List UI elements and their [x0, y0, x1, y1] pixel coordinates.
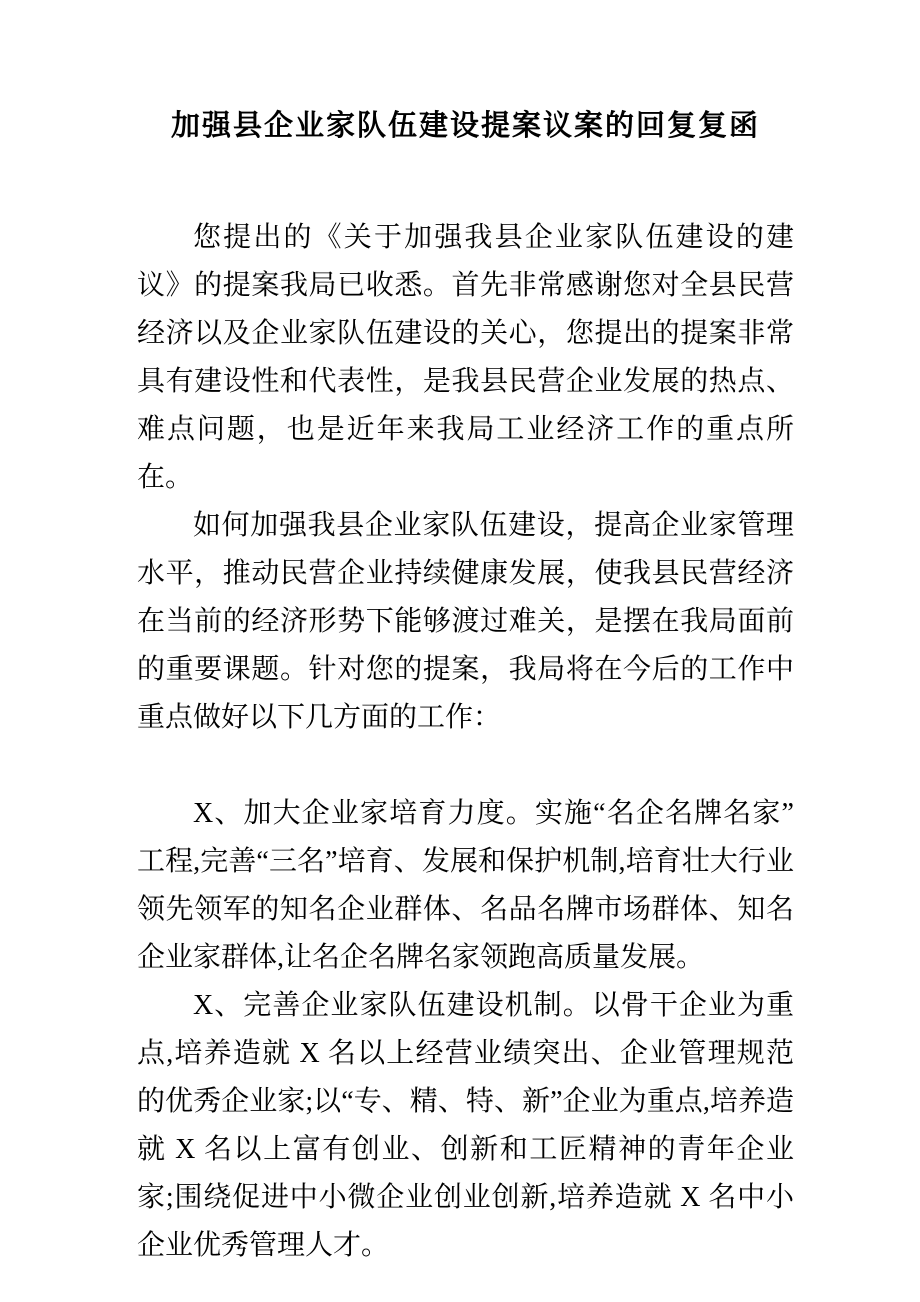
document-title: 加强县企业家队伍建设提案议案的回复复函 [170, 110, 760, 142]
paragraph-measure-2: X、完善企业家队伍建设机制。以骨干企业为重点,培养造就 X 名以上经营业绩突出、企业管理规范的优秀企业家;以“专、精、特、新”企业为重点,培养造就 X 名以上富有创业、创新和工匠精神的青年企业家;围绕促进中小微企业创业创新,培养造就 X 名中小企业优秀管理人才。 [137, 990, 794, 1261]
paragraph-measure-1: X、加大企业家培育力度。实施“名企名牌名家”工程,完善“三名”培育、发展和保护机制,培育壮大行业领先领军的知名企业群体、名品名牌市场群体、知名企业家群体,让名企名牌名家领跑高质量发展。 [137, 798, 794, 973]
paragraph-intro: 您提出的《关于加强我县企业家队伍建设的建议》的提案我局已收悉。首先非常感谢您对全县民营经济以及企业家队伍建设的关心，您提出的提案非常具有建设性和代表性，是我县民营企业发展的热点、难点问题，也是近年来我局工业经济工作的重点所在。 [137, 222, 794, 493]
paragraph-overview: 如何加强我县企业家队伍建设，提高企业家管理水平，推动民营企业持续健康发展，使我县民营经济在当前的经济形势下能够渡过难关，是摆在我局面前的重要课题。针对您的提案，我局将在今后的工作中重点做好以下几方面的工作： [137, 510, 794, 733]
